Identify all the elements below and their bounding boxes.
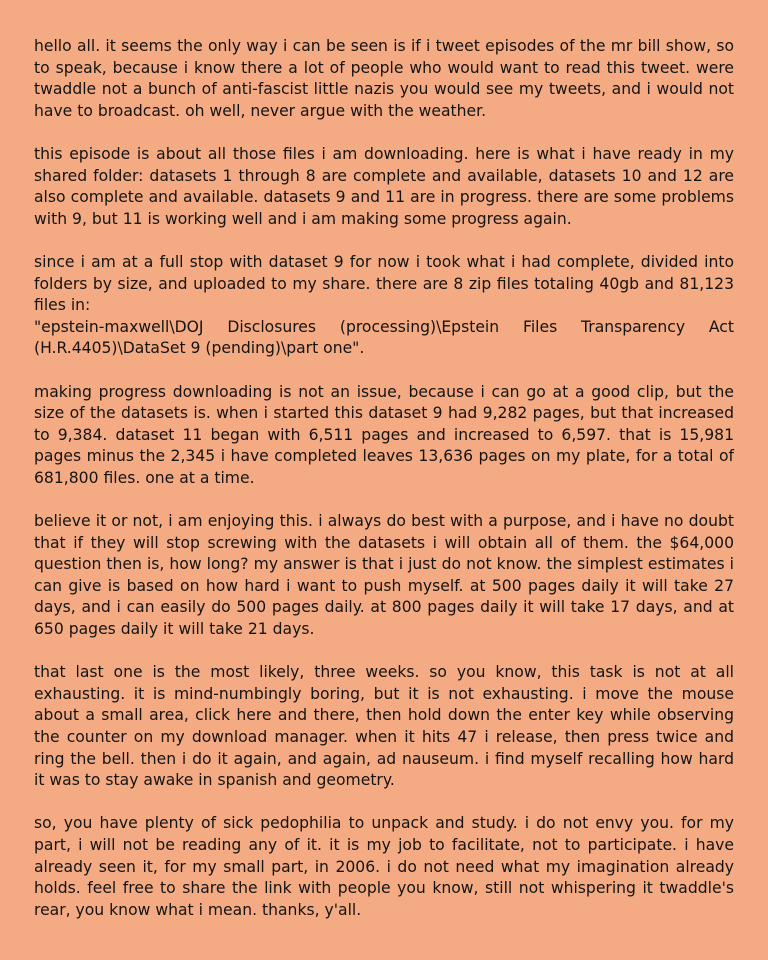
paragraph-closing: so, you have plenty of sick pedophilia to unpack and study. i do not envy you. for my part, i will not be reading any of it. it is my job to facilitate, not to participate. i have already seen it, for my small part, in 2006. i do not need what my imagination already holds. feel free to share the link with people you know, still not whispering it twaddle's rear, you know what i mean. thanks, y'all.	[34, 814, 734, 919]
paragraph-progress: making progress downloading is not an issue, because i can go at a good clip, but the size of the datasets is. when i started this dataset 9 had 9,282 pages, but that increased to 9,384. dataset 11 began with 6,511 pages and increased to 6,597. that is 15,981 pages minus the 2,345 i have completed leaves 13,636 pages on my plate, for a total of 681,800 files. one at a time.	[34, 382, 734, 487]
paragraph-routine: that last one is the most likely, three weeks. so you know, this task is not at all exhausting. it is mind-numbingly boring, but it is not exhausting. i move the mouse about a small area, click here and there, then hold down the enter key while observing the counter on my download manager. when it hits 47 i release, then press twice and ring the bell. then i do it again, and again, ad nauseum. i find myself recalling how hard it was to stay awake in spanish and geometry.	[34, 663, 734, 790]
paragraph-intro: hello all. it seems the only way i can be seen is if i tweet episodes of the mr bill show, so to speak, because i know there a lot of people who would want to read this tweet. were twaddle not a bunch of anti-fascist little nazis you would see my tweets, and i would not have to broadcast. oh well, never argue with the weather.	[34, 37, 734, 120]
paragraph-dataset-9-upload: since i am at a full stop with dataset 9 for now i took what i had complete, divided into folders by size, and uploaded to my share. there are 8 zip files totaling 40gb and 81,123 files in: "epstein-maxwell\DOJ Disclosures (processing)\Epstein Files Transparency Act (H.R.4405)\DataSet 9 (pending)\part one".	[34, 252, 734, 358]
paragraph-shared-folder: this episode is about all those files i am downloading. here is what i have ready in my shared folder: datasets 1 through 8 are complete and available, datasets 10 and 12 are also complete and available. datasets 9 and 11 are in progress. there are some problems with 9, but 11 is working well and i am making some progress again.	[34, 144, 734, 228]
paragraph-estimates: believe it or not, i am enjoying this. i always do best with a purpose, and i have no doubt that if they will stop screwing with the datasets i will obtain all of them. the $64,000 question then is, how long? my answer is that i just do not know. the simplest estimates i can give is based on how hard i want to push myself. at 500 pages daily it will take 27 days, and i can easily do 500 pages daily. at 800 pages daily it will take 17 days, and at 650 pages daily it will take 21 days.	[34, 512, 734, 639]
